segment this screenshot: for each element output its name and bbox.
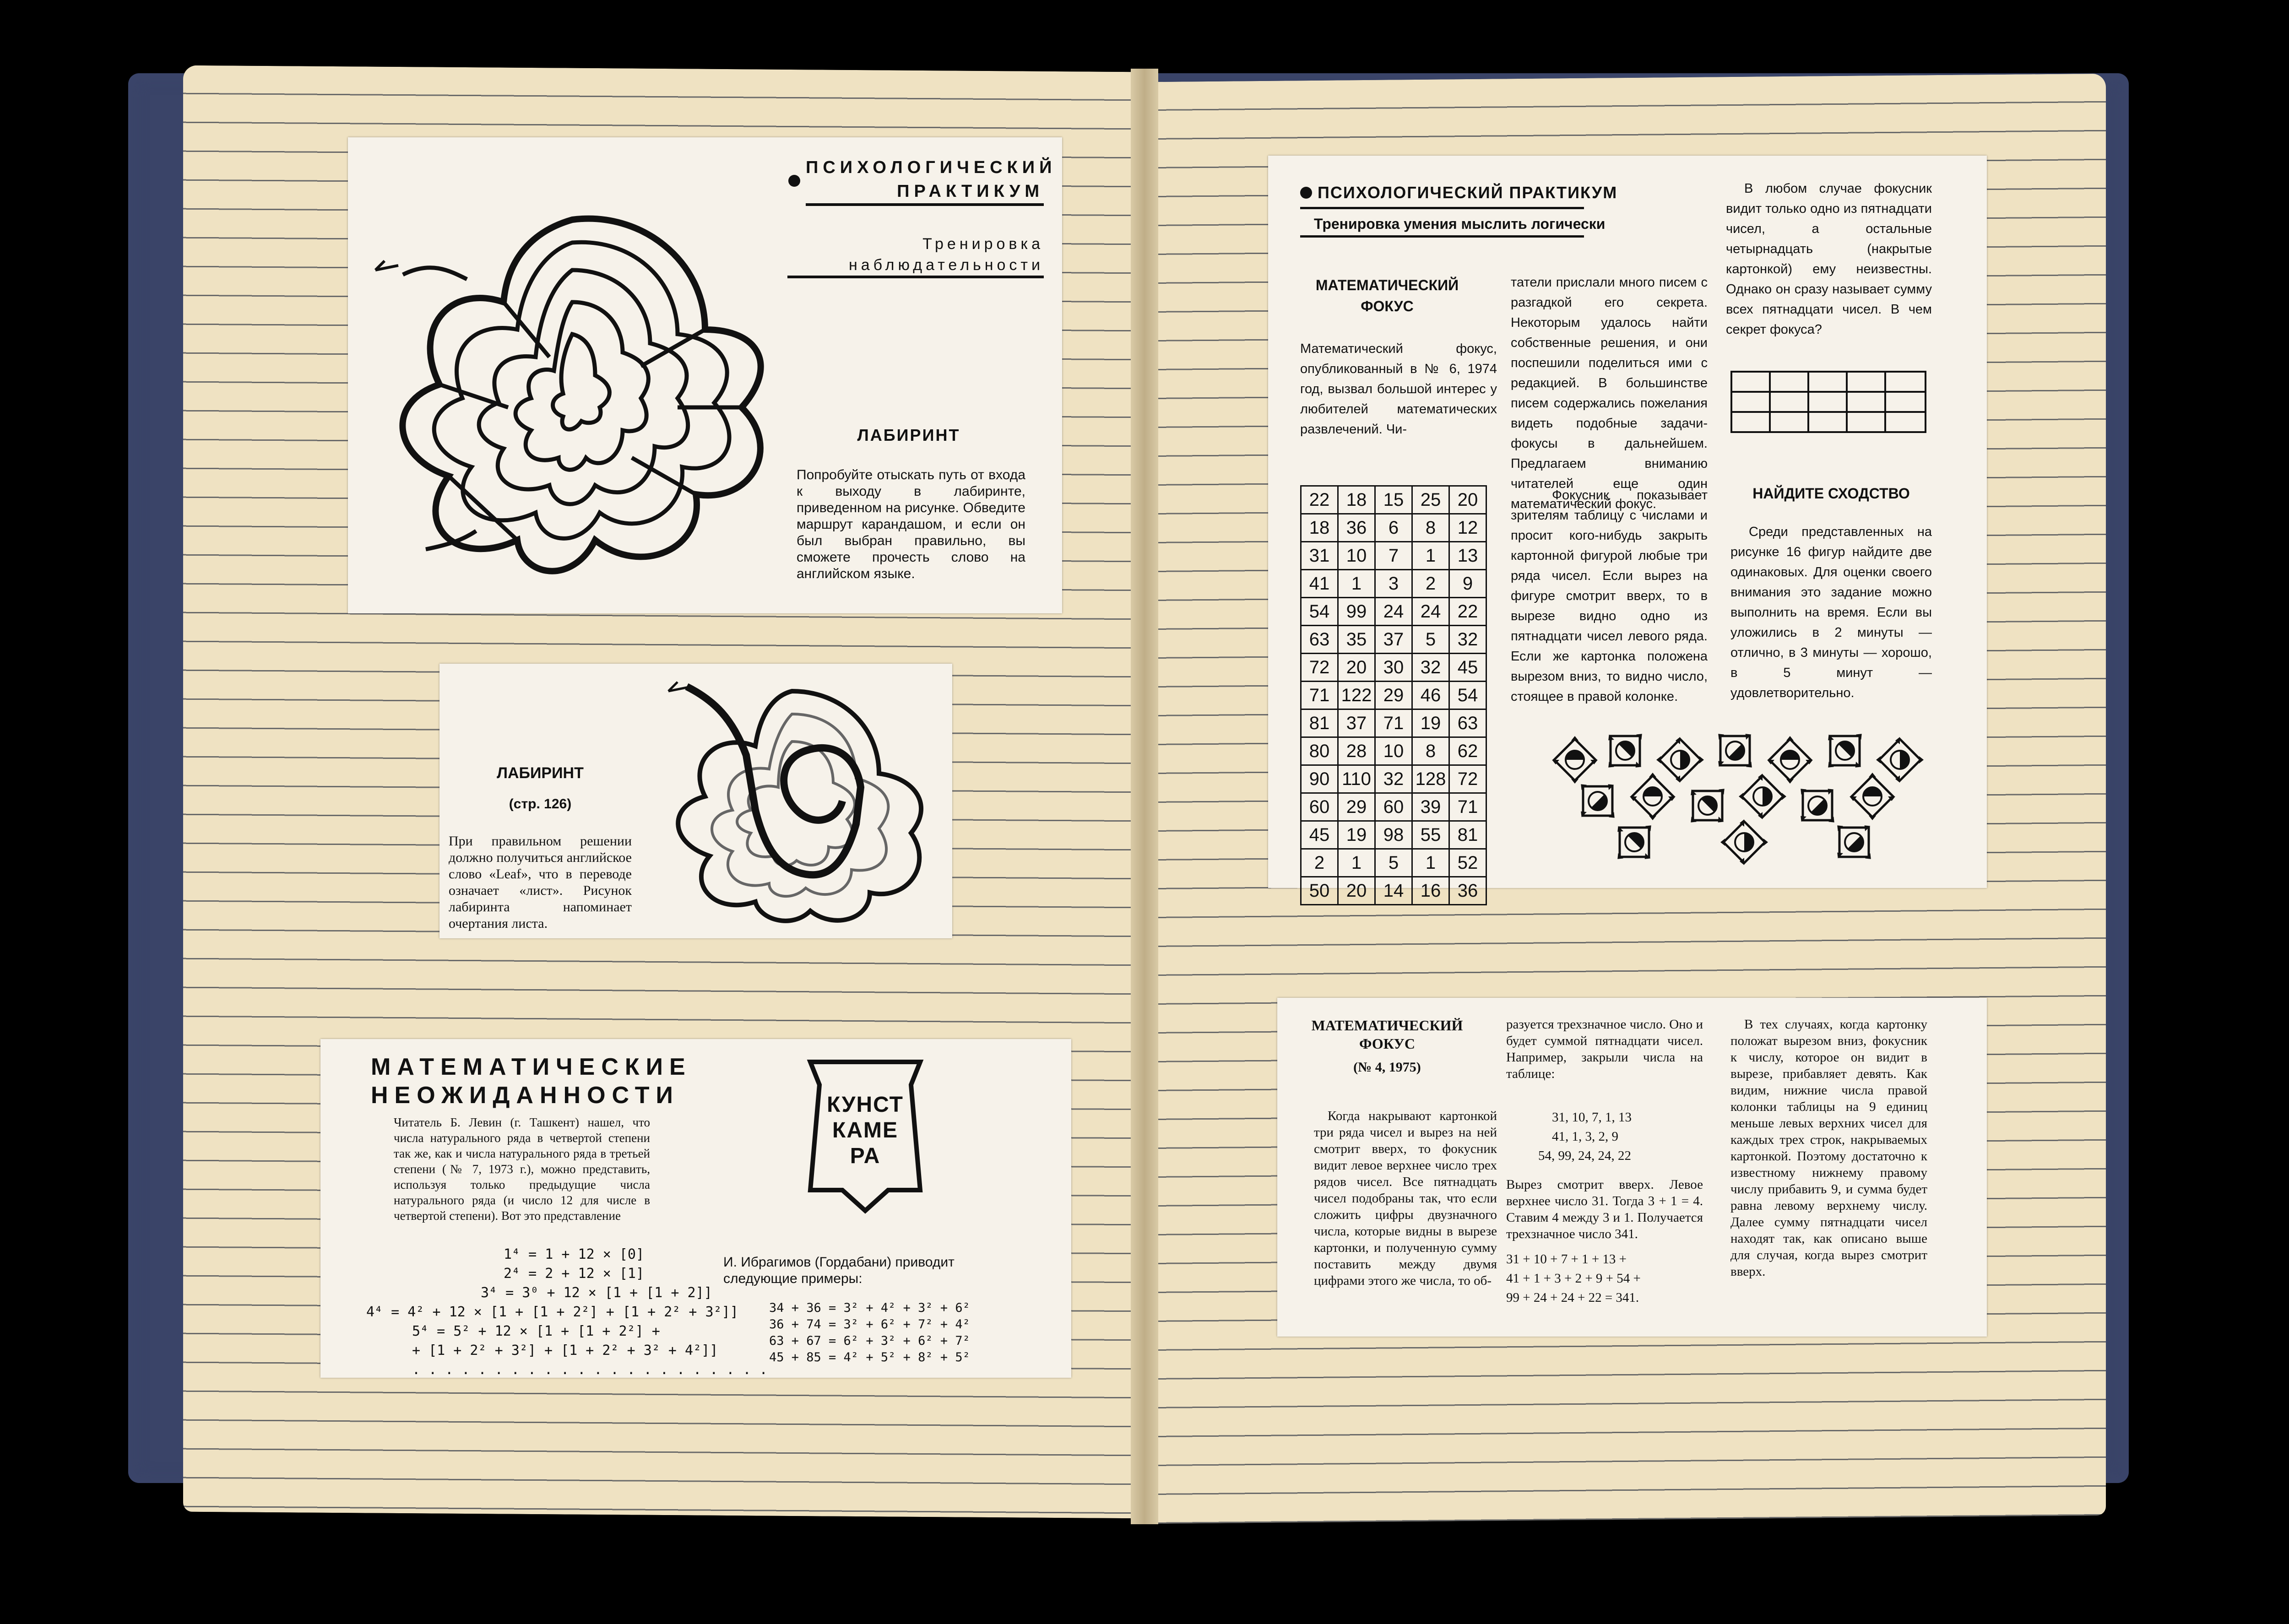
answer-page-ref: (стр. 126): [509, 796, 572, 812]
number-table: [1300, 485, 1487, 905]
puzzle-figure: [1739, 774, 1786, 819]
table-cell: 2: [1412, 570, 1449, 598]
sample-line: 41, 1, 3, 2, 9: [1552, 1129, 1618, 1144]
table-cell: 37: [1338, 709, 1375, 737]
bullet-icon: [1300, 187, 1312, 199]
kunstkamera-logo: [810, 1076, 920, 1186]
sample-line: 31, 10, 7, 1, 13: [1552, 1110, 1632, 1125]
table-cell: 12: [1449, 514, 1486, 542]
answer-issue: (№ 4, 1975): [1353, 1060, 1421, 1075]
maze-instructions: Попробуйте отыскать путь от входа к выходу в лабиринте, приведенном на рисунке. Обведите маршрут карандашом, и если он был выбран правильно, вы сможете прочесть слово на английском языке.: [797, 467, 1025, 581]
logo-line: КУНСТ: [827, 1093, 904, 1117]
table-cell: 99: [1338, 598, 1375, 626]
formula-block: [366, 1245, 768, 1380]
math-surprises-title: МАТЕМАТИЧЕСКИЕ НЕОЖИДАННОСТИ: [371, 1054, 692, 1109]
book-gutter: [1131, 69, 1158, 1524]
trick-intro: Математический фокус, опубликованный в № 6, 1974 год, вызвал большой интерес у любителей математических развлечений. Чи-: [1300, 341, 1497, 437]
example-line: 45 + 85 = 4² + 5² + 8² + 5²: [769, 1350, 970, 1364]
table-cell: 31: [1301, 542, 1338, 570]
puzzle-figure: [1702, 732, 1768, 784]
trick-letters-text: татели прислали много писем с разгадкой его секрета. Некоторым удалось найти собственные решения, и они поспешили поделиться ими с редакцией. В большинстве писем содержались пожелания видеть подобные задачи-фокусы в дальнейшем. Предлагаем вниманию читателей еще один математический фокус.: [1511, 275, 1708, 511]
figures-puzzle-image: [1543, 732, 1955, 870]
table-cell: 8: [1412, 514, 1449, 542]
table-row: [1301, 793, 1486, 821]
table-row: [1301, 486, 1486, 514]
table-cell: 19: [1412, 709, 1449, 737]
table-cell: 10: [1375, 737, 1412, 765]
table-cell: 13: [1449, 542, 1486, 570]
formula-line: 1⁴ = 1 + 12 × [0]: [504, 1246, 645, 1262]
table-cell: 71: [1375, 709, 1412, 737]
table-cell: 54: [1301, 598, 1338, 626]
table-cell: 18: [1338, 486, 1375, 514]
table-row: [1301, 737, 1486, 765]
maze-answer-clipping: [439, 664, 952, 938]
leaf-maze-solution-image: [641, 673, 943, 929]
example-line: 63 + 67 = 6² + 3² + 6² + 7²: [769, 1334, 970, 1348]
similarity-title: НАЙДИТЕ СХОДСТВО: [1752, 485, 1910, 502]
table-cell: 25: [1412, 486, 1449, 514]
puzzle-figure: [1812, 732, 1878, 784]
maze-title: ЛАБИРИНТ: [857, 426, 960, 444]
section-header: [1300, 183, 1617, 238]
similarity-body: Среди представленных на рисунке 16 фигур найдите две одинаковых. Для оценки своего внимания это задание можно выполнить на время. Если вы уложились в 2 минуты — отлично, в 3 минуты — хорошо, в 5 минут — удовлетворительно.: [1730, 525, 1932, 700]
table-cell: 50: [1301, 877, 1338, 905]
math-trick-clipping: [1268, 156, 1987, 901]
table-cell: 5: [1375, 849, 1412, 877]
table-cell: 122: [1338, 682, 1375, 709]
calc-line: 31 + 10 + 7 + 1 + 13 +: [1506, 1252, 1627, 1267]
table-row: [1301, 542, 1486, 570]
table-cell: 29: [1338, 793, 1375, 821]
table-cell: 7: [1375, 542, 1412, 570]
formula-line: 4⁴ = 4² + 12 × [1 + [1 + 2²] + [1 + 2² + 3²]]: [366, 1304, 738, 1320]
math-trick-answer-clipping: [1277, 998, 1987, 1337]
puzzle-figure: [1552, 736, 1598, 784]
table-cell: 80: [1301, 737, 1338, 765]
table-cell: 72: [1449, 765, 1486, 793]
table-cell: 1: [1338, 849, 1375, 877]
table-cell: 32: [1449, 626, 1486, 654]
table-row: [1301, 849, 1486, 877]
trick-question: В любом случае фокусник видит только одно из пятнадцати чисел, а остальные четырнадцать (накрытые картонкой) ему неизвестны. Однако он сразу называет сумму всех пятнадцати чисел. В чем секрет фокуса?: [1726, 181, 1932, 337]
table-cell: 19: [1338, 821, 1375, 849]
table-cell: 14: [1375, 877, 1412, 905]
puzzle-figure: [1850, 773, 1895, 820]
table-row: [1301, 877, 1486, 905]
logo-line: КАМЕ: [832, 1118, 898, 1142]
table-cell: 20: [1449, 486, 1486, 514]
section-header: [787, 156, 1057, 278]
puzzle-figure: [1601, 809, 1667, 870]
answer-explanation-4: В тех случаях, когда картонку положат вырезом вниз, фокусник к числу, которое он видит в вырезе, прибавляет девять. Как видим, нижние числа правой колонки таблицы на 9 единиц меньше левых верхних чисел для каждых трех строк, накрываемых картонкой. Поэтому достаточно к известному нижнему правому числу прибавить 9, и сумма будет равна левому верхнему числу. Далее сумму пятнадцати чисел находят так, как описано выше для случая, когда вырез смотрит вверх.: [1730, 1017, 1927, 1279]
table-cell: 45: [1301, 821, 1338, 849]
calc-line: 99 + 24 + 24 + 22 = 341.: [1506, 1290, 1639, 1305]
table-cell: 1: [1338, 570, 1375, 598]
table-cell: 81: [1301, 709, 1338, 737]
table-cell: 2: [1301, 849, 1338, 877]
table-cell: 110: [1338, 765, 1375, 793]
formula-line: 5⁴ = 5² + 12 × [1 + [1 + 2²] +: [412, 1323, 660, 1339]
table-cell: 24: [1412, 598, 1449, 626]
puzzle-figure: [1656, 737, 1704, 783]
table-cell: 72: [1301, 654, 1338, 682]
section-title: ПСИХОЛОГИЧЕСКИЙ ПРАКТИКУМ: [806, 156, 1044, 206]
table-cell: 32: [1375, 765, 1412, 793]
table-cell: 22: [1449, 598, 1486, 626]
table-cell: 16: [1412, 877, 1449, 905]
table-cell: 45: [1449, 654, 1486, 682]
math-surprises-body: Читатель Б. Левин (г. Ташкент) нашел, что числа натурального ряда в четвертой степени так же, как и числа натурального ряда в третьей степени (№ 7, 1973 г.), можно представить, используя только предыдущие числа натурального ряда (и число 12 для числе в четвертой степени). Вот это представление: [394, 1115, 650, 1223]
logo-line: РА: [850, 1144, 881, 1168]
math-surprises-clipping: [320, 1039, 1071, 1378]
puzzle-figure: [1720, 819, 1768, 865]
table-row: [1301, 765, 1486, 793]
table-cell: 98: [1375, 821, 1412, 849]
table-cell: 30: [1375, 654, 1412, 682]
table-cell: 35: [1338, 626, 1375, 654]
trick-title: МАТЕМАТИЧЕСКИЙ ФОКУС: [1315, 277, 1459, 314]
puzzle-figure: [1767, 736, 1813, 784]
examples-block: [769, 1300, 998, 1366]
table-row: [1301, 654, 1486, 682]
table-cell: 37: [1375, 626, 1412, 654]
sample-numbers: [1538, 1108, 1632, 1165]
table-cell: 15: [1375, 486, 1412, 514]
answer-explanation-2: разуется трехзначное число. Оно и будет суммой пятнадцати чисел. Например, закрыли числа на таблице:: [1506, 1017, 1703, 1081]
table-cell: 6: [1375, 514, 1412, 542]
table-cell: 62: [1449, 737, 1486, 765]
formula-line: 2⁴ = 2 + 12 × [1]: [504, 1266, 645, 1282]
table-cell: 1: [1412, 849, 1449, 877]
table-cell: 18: [1301, 514, 1338, 542]
table-row: [1301, 570, 1486, 598]
trick-description: Фокусник показывает зрителям таблицу с числами и просит кого-нибудь закрыть картонной фигурой любые три ряда чисел. Если вырез на фигуре смотрит вверх, то в вырезе видно одно из пятнадцати чисел левого ряда. Если же картонка положена вырезом вниз, то видно число, стоящее в правой колонке.: [1511, 488, 1708, 704]
maze-clipping: [348, 137, 1062, 613]
table-cell: 32: [1412, 654, 1449, 682]
example-line: 36 + 74 = 3² + 6² + 7² + 4²: [769, 1317, 970, 1332]
sum-calculation: [1506, 1250, 1641, 1307]
table-cell: 9: [1449, 570, 1486, 598]
table-cell: 36: [1449, 877, 1486, 905]
table-cell: 39: [1412, 793, 1449, 821]
table-cell: 128: [1412, 765, 1449, 793]
table-cell: 63: [1449, 709, 1486, 737]
table-cell: 90: [1301, 765, 1338, 793]
formula-line: 3⁴ = 3⁰ + 12 × [1 + [1 + 2]]: [481, 1285, 712, 1301]
table-cell: 24: [1375, 598, 1412, 626]
table-cell: 8: [1412, 737, 1449, 765]
puzzle-figure: [1876, 737, 1924, 783]
table-cell: 63: [1301, 626, 1338, 654]
table-cell: 41: [1301, 570, 1338, 598]
table-cell: 20: [1338, 877, 1375, 905]
table-row: [1301, 514, 1486, 542]
table-cell: 22: [1301, 486, 1338, 514]
bullet-icon: [788, 175, 800, 187]
formula-line: . . . . . . . . . . . . . . . . . . . . . .: [412, 1362, 768, 1378]
sample-line: 54, 99, 24, 24, 22: [1538, 1148, 1631, 1163]
puzzle-figure: [1675, 773, 1741, 839]
example-line: 34 + 36 = 3² + 4² + 3² + 6²: [769, 1301, 970, 1315]
table-row: [1301, 709, 1486, 737]
answer-title: МАТЕМАТИЧЕСКИЙ ФОКУС: [1311, 1017, 1463, 1052]
answer-text: При правильном решении должно получиться английское слово «Leaf», что в переводе означает «лист». Рисунок лабиринта напоминает очертания листа.: [449, 834, 632, 931]
table-cell: 60: [1375, 793, 1412, 821]
puzzle-figure: [1630, 773, 1676, 820]
leaf-maze-image: [357, 192, 792, 604]
table-cell: 71: [1301, 682, 1338, 709]
answer-explanation-3: Вырез смотрит вверх. Левое верхнее число 31. Тогда 3 + 1 = 4. Ставим 4 между 3 и 1. Получается трехзначное число 341.: [1506, 1177, 1703, 1241]
puzzle-figure: [1592, 732, 1658, 784]
calc-line: 41 + 1 + 3 + 2 + 9 + 54 +: [1506, 1271, 1641, 1286]
table-cell: 81: [1449, 821, 1486, 849]
table-row: [1301, 682, 1486, 709]
answer-explanation-1: Когда накрывают картонкой три ряда чисел и вырез на ней смотрит вверх, то фокусник видит левое верхнее число трех рядов чисел. Все пятнадцать чисел подобраны так, что если сложить цифры двузначного числа, которые видны в вырезе картонки, и полученную сумму поставить между двумя цифрами этого же числа, то об-: [1314, 1109, 1497, 1288]
table-cell: 71: [1449, 793, 1486, 821]
table-cell: 10: [1338, 542, 1375, 570]
table-cell: 3: [1375, 570, 1412, 598]
table-cell: 29: [1375, 682, 1412, 709]
table-cell: 28: [1338, 737, 1375, 765]
table-cell: 52: [1449, 849, 1486, 877]
section-title: ПСИХОЛОГИЧЕСКИЙ ПРАКТИКУМ: [1318, 183, 1618, 202]
author-note: И. Ибрагимов (Гордабани) приводит следующие примеры:: [723, 1255, 955, 1286]
answer-title: ЛАБИРИНТ: [497, 764, 584, 782]
table-cell: 5: [1412, 626, 1449, 654]
table-cell: 20: [1338, 654, 1375, 682]
table-cell: 1: [1412, 542, 1449, 570]
formula-line: + [1 + 2² + 3²] + [1 + 2² + 3² + 4²]]: [412, 1343, 718, 1359]
table-row: [1301, 821, 1486, 849]
table-cell: 54: [1449, 682, 1486, 709]
table-cell: 55: [1412, 821, 1449, 849]
table-cell: 60: [1301, 793, 1338, 821]
table-cell: 46: [1412, 682, 1449, 709]
cardboard-shape-diagram: [1730, 371, 1927, 435]
section-subtitle: Тренировка умения мыслить логически: [1314, 216, 1606, 232]
table-row: [1301, 598, 1486, 626]
table-row: [1301, 626, 1486, 654]
table-cell: 36: [1338, 514, 1375, 542]
section-subtitle: Тренировка наблюдательности: [787, 233, 1044, 278]
